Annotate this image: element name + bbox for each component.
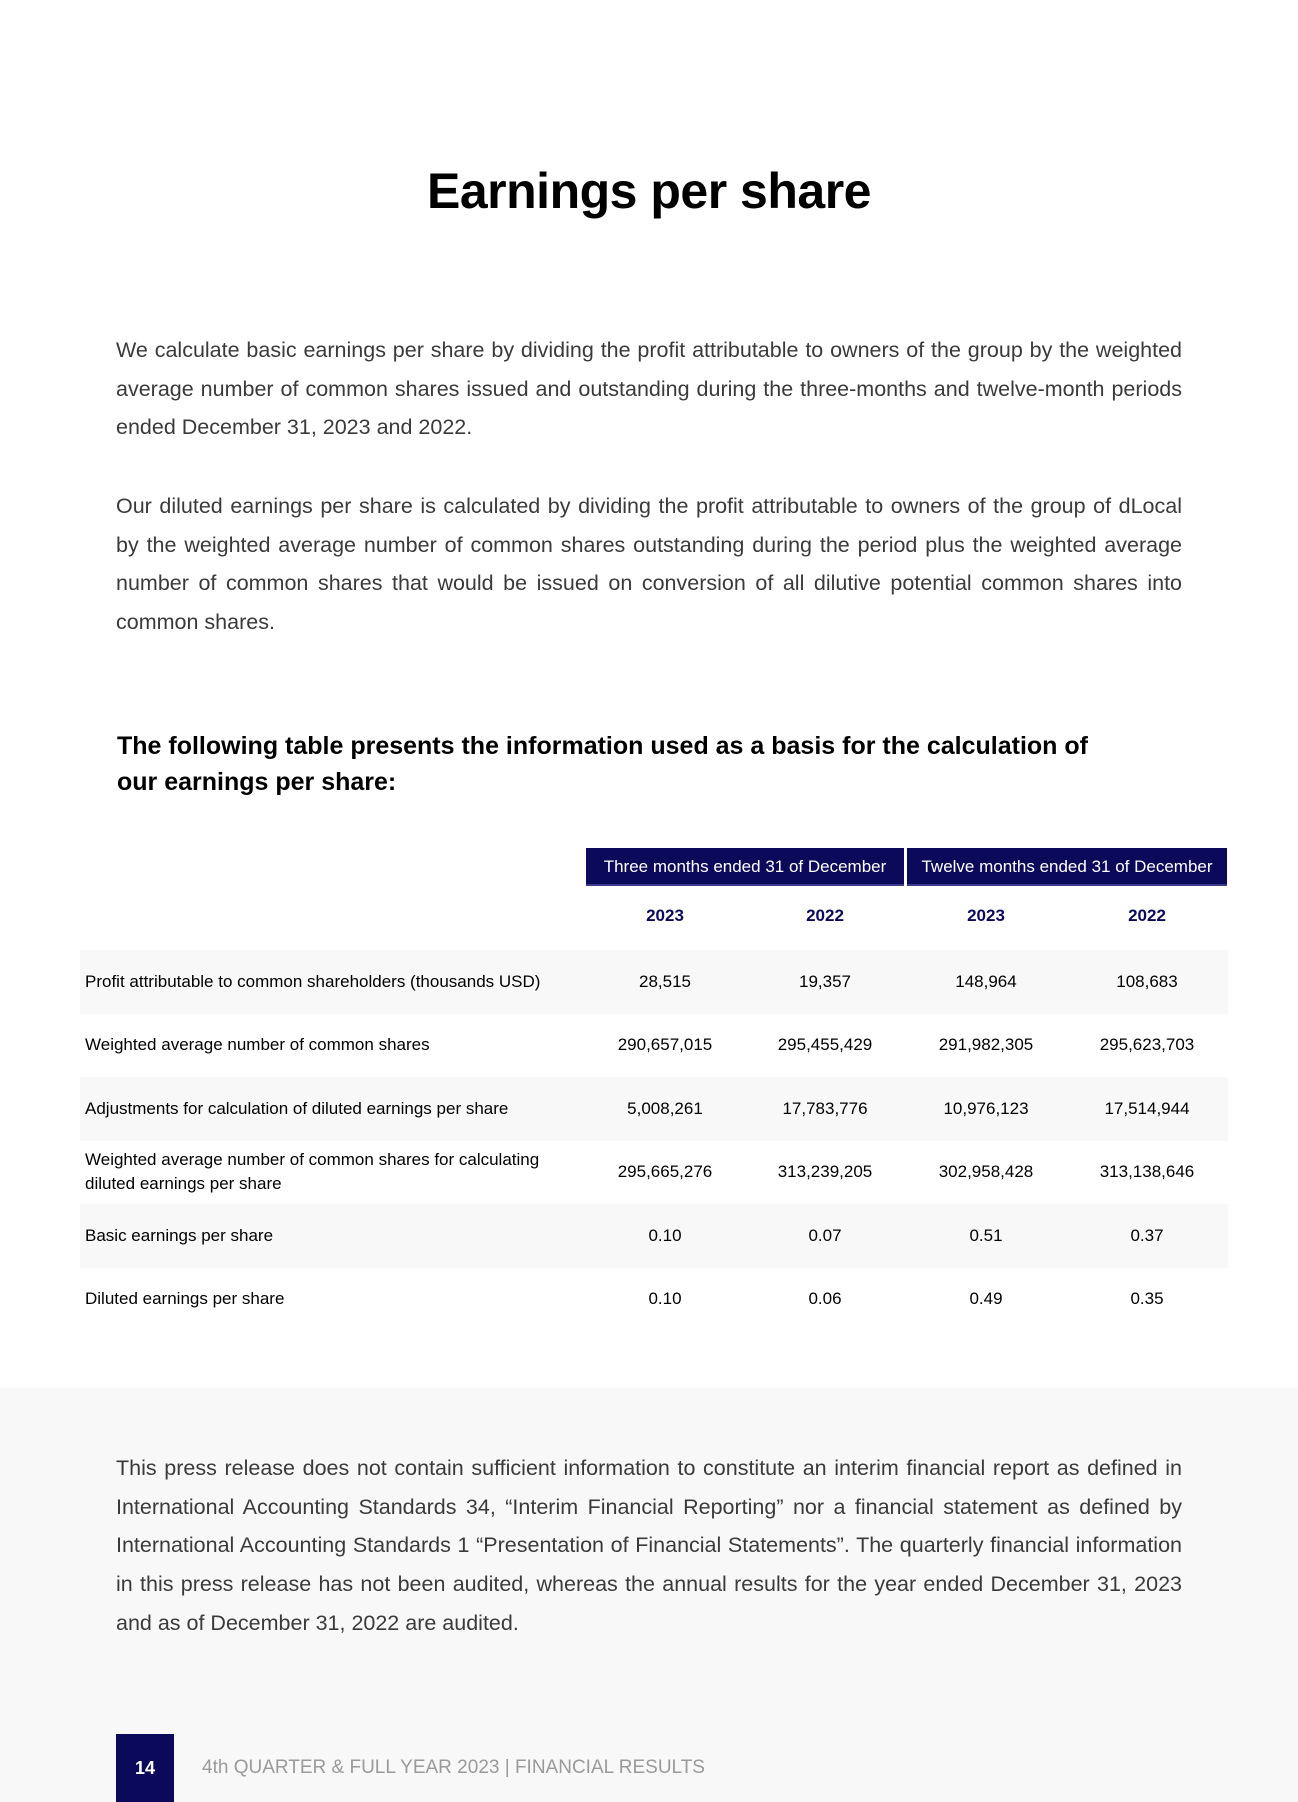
cell-value: 295,455,429 [777, 1035, 873, 1055]
table-row [80, 1077, 1228, 1141]
intro-paragraph-diluted-eps: Our diluted earnings per share is calculated by dividing the profit attributable to owners of the group of dLocal by the weighted average number of common shares outstanding during the period plus the weighted average number of common shares that would be issued on conversion of all dilutive potential common shares into common shares. [116, 494, 1182, 635]
cell-value: 17,783,776 [782, 1098, 868, 1118]
cell-value: 302,958,428 [938, 1162, 1034, 1182]
cell-value: 290,657,015 [617, 1035, 713, 1055]
cell-value: 0.49 [969, 1289, 1003, 1309]
cell-value: 10,976,123 [943, 1098, 1029, 1118]
table-row [80, 1141, 1228, 1205]
table-row [80, 950, 1228, 1014]
table-row [80, 1204, 1228, 1268]
footer-document-title: 4th QUARTER & FULL YEAR 2023 | FINANCIAL RESULTS [202, 1757, 705, 1778]
table-body [80, 950, 1228, 1331]
year-header: 2023 [967, 906, 1005, 925]
cell-value: 0.07 [808, 1225, 842, 1245]
row-label: Diluted earnings per share [85, 1289, 285, 1309]
year-header: 2023 [646, 906, 684, 925]
cell-value: 0.37 [1130, 1225, 1164, 1245]
cell-value: 0.10 [648, 1225, 682, 1245]
cell-value: 295,665,276 [617, 1162, 713, 1182]
table-group-header-twelve-months: Twelve months ended 31 of December [907, 848, 1227, 886]
cell-value: 291,982,305 [938, 1035, 1034, 1055]
cell-value: 28,515 [639, 971, 691, 991]
cell-value: 313,239,205 [777, 1162, 873, 1182]
table-row [80, 1268, 1228, 1332]
cell-value: 0.06 [808, 1289, 842, 1309]
page-title: Earnings per share [427, 163, 871, 219]
cell-value: 19,357 [799, 971, 851, 991]
row-label: Weighted average number of common shares [85, 1035, 430, 1055]
table-intro-heading: The following table presents the information used as a basis for the calculation of our earnings per share: [117, 732, 1088, 796]
intro-paragraph-basic-eps: We calculate basic earnings per share by dividing the profit attributable to owners of the group by the weighted average number of common shares issued and outstanding during the three-months and twelve-month periods ended December 31, 2023 and 2022. [116, 338, 1182, 440]
cell-value: 108,683 [1116, 971, 1178, 991]
cell-value: 0.35 [1130, 1289, 1164, 1309]
row-label: Profit attributable to common shareholders (thousands USD) [85, 971, 541, 991]
row-label: Weighted average number of common shares for calculating diluted earnings per share [85, 1150, 540, 1194]
table-year-header-row [0, 894, 1298, 938]
row-label: Adjustments for calculation of diluted earnings per share [85, 1098, 509, 1118]
year-header: 2022 [806, 906, 844, 925]
cell-value: 313,138,646 [1099, 1162, 1195, 1182]
page-number-badge: 14 [116, 1734, 174, 1802]
row-label: Basic earnings per share [85, 1225, 274, 1245]
cell-value: 5,008,261 [627, 1098, 703, 1118]
cell-value: 17,514,944 [1104, 1098, 1190, 1118]
year-header: 2022 [1128, 906, 1166, 925]
table-row [80, 1014, 1228, 1078]
disclaimer-paragraph: This press release does not contain sufficient information to constitute an interim financial report as defined in International Accounting Standards 34, “Interim Financial Reporting” nor a financial statement as defined by International Accounting Standards 1 “Presentation of Financial Statements”. The quarterly financial information in this press release has not been audited, whereas the annual results for the year ended December 31, 2023 and as of December 31, 2022 are audited. [116, 1456, 1182, 1635]
cell-value: 0.10 [648, 1289, 682, 1309]
cell-value: 148,964 [955, 971, 1017, 991]
cell-value: 0.51 [969, 1225, 1003, 1245]
cell-value: 295,623,703 [1099, 1035, 1195, 1055]
table-group-header-three-months: Three months ended 31 of December [586, 848, 904, 886]
